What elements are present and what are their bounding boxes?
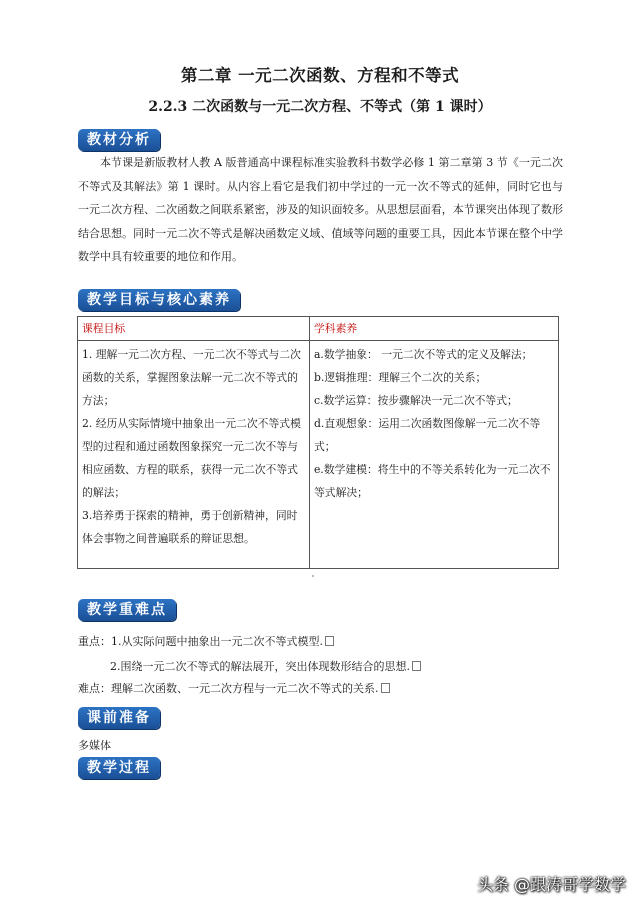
difficulty-line bbox=[78, 680, 390, 696]
literacy-item: e.数学建模：将生中的不等关系转化为一元二次不等式解决； bbox=[314, 463, 551, 499]
section-heading-process: 教学过程 bbox=[78, 757, 160, 779]
placeholder-box-icon bbox=[412, 661, 421, 671]
core-literacy-cell bbox=[310, 341, 559, 569]
key-point-line-2 bbox=[110, 658, 421, 674]
key-point-1: 1.从实际问题中抽象出一元二次不等式模型. bbox=[111, 635, 323, 648]
course-goal-item: 3.培养勇于探索的精神，勇于创新精神，同时体会事物之间普遍联系的辩证思想。 bbox=[82, 509, 298, 545]
key-point-line-1 bbox=[78, 633, 334, 649]
section-heading-goals: 教学目标与核心素养 bbox=[78, 289, 240, 311]
course-goals-cell bbox=[78, 341, 310, 569]
goals-header-left: 课程目标 bbox=[78, 317, 310, 341]
stray-dot bbox=[312, 575, 314, 577]
literacy-item: b.逻辑推理：理解三个二次的关系； bbox=[314, 371, 487, 384]
analysis-paragraph: 本节课是新版教材人教 A 版普通高中课程标准实验教科书数学必修 1 第二章第 3 节《一元二次不等式及其解法》第 1 课时。从内容上看它是我们初中学过的一元一次不等式的延伸，同时它也与一元二次方程、二次函数之间联系紧密，涉及的知识面较多。从思想层面看，本节课突出体现了数形结合思想。同时一元二次不等式是解决函数定义域、值域等问题的重要工具，因此本节课在整个中学数学中具有较重要的地位和作用。 bbox=[78, 156, 563, 263]
difficulty-text: 理解二次函数、一元二次方程与一元二次不等式的关系. bbox=[111, 682, 379, 695]
difficulty-label: 难点： bbox=[78, 682, 111, 695]
section-heading-preparation: 课前准备 bbox=[78, 707, 160, 729]
course-goal-item: 1. 理解一元二次方程、一元二次不等式与二次函数的关系，掌握图象法解一元二次不等式的方法； bbox=[82, 348, 301, 407]
literacy-item: a.数学抽象： 一元二次不等式的定义及解法； bbox=[314, 348, 533, 361]
watermark: 头条 @跟涛哥学数学 bbox=[476, 875, 626, 894]
key-point-2: 2.围绕一元二次不等式的解法展开，突出体现数形结合的思想. bbox=[110, 660, 410, 673]
literacy-item: c.数学运算：按步骤解决一元二次不等式； bbox=[314, 394, 518, 407]
goals-table bbox=[77, 316, 559, 569]
section-heading-analysis: 教材分析 bbox=[78, 129, 160, 151]
literacy-item: d.直观想象：运用二次函数图像解一元二次不等式； bbox=[314, 417, 541, 453]
chapter-title: 第二章 一元二次函数、方程和不等式 bbox=[180, 66, 460, 85]
placeholder-box-icon bbox=[381, 683, 390, 693]
placeholder-box-icon bbox=[325, 636, 334, 646]
key-label: 重点： bbox=[78, 635, 111, 648]
goals-header-right: 学科素养 bbox=[310, 317, 559, 341]
course-goal-item: 2. 经历从实际情境中抽象出一元二次不等式模型的过程和通过函数图象探究一元二次不等与相应函数、方程的联系，获得一元二次不等式的解法； bbox=[82, 417, 301, 499]
preparation-text: 多媒体 bbox=[78, 739, 111, 752]
section-heading-key-points: 教学重难点 bbox=[78, 599, 176, 621]
lesson-title: 2.2.3 二次函数与一元二次方程、不等式（第 1 课时） bbox=[148, 99, 492, 115]
